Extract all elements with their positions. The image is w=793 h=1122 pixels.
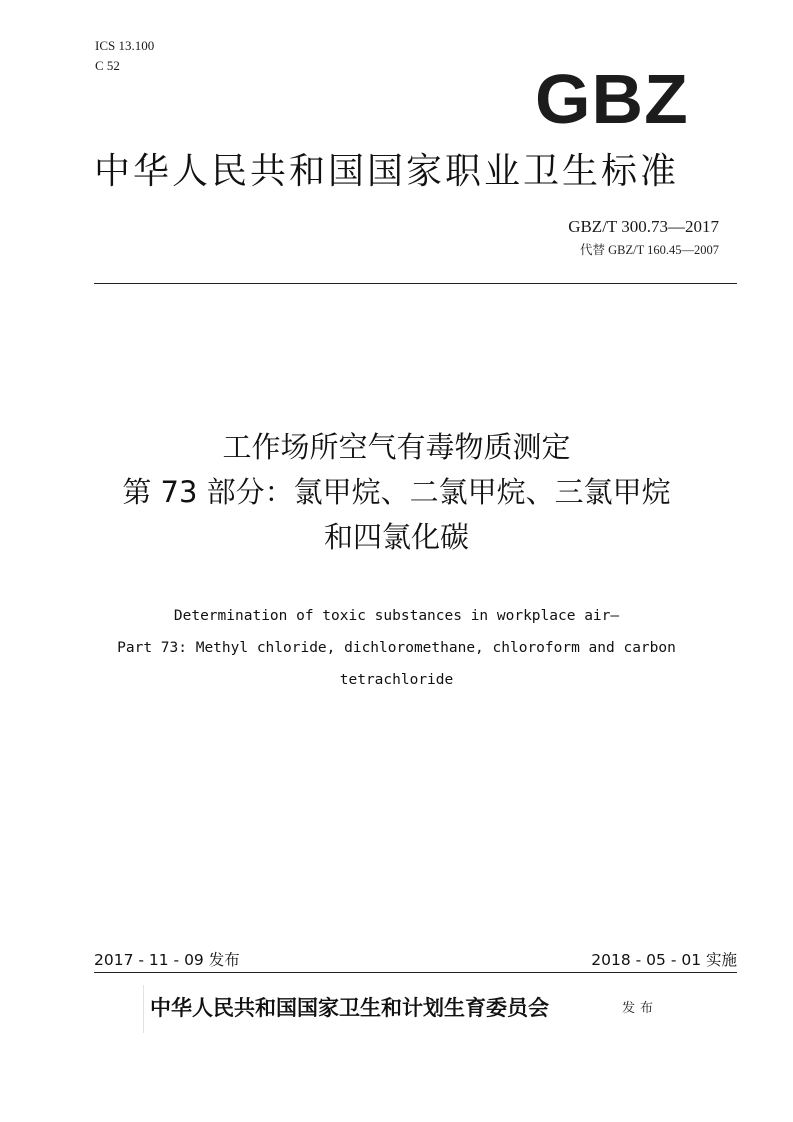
issue-date: 2017 - 11 - 09 发布 — [94, 951, 240, 969]
english-title-line-1: Determination of toxic substances in workplace air— — [173, 608, 620, 624]
authority-margin-line — [143, 985, 144, 1033]
publish-label: 发布 — [622, 1001, 659, 1016]
chinese-title-line-1: 工作场所空气有毒物质测定 — [222, 430, 571, 464]
english-title — [0, 600, 793, 696]
chinese-title-line-3: 和四氯化碳 — [323, 520, 469, 554]
english-title-line-2: Part 73: Methyl chloride, dichloromethane, chloroform and carbon — [117, 640, 676, 656]
implementation-date: 2018 - 05 - 01 实施 — [591, 951, 737, 969]
english-title-line-3: tetrachloride — [339, 672, 454, 688]
standard-category-title: 中华人民共和国国家职业卫生标准 — [94, 151, 680, 192]
issuing-authority: 中华人民共和国国家卫生和计划生育委员会 — [150, 995, 549, 1020]
ccs-code: C 52 — [95, 58, 120, 73]
ics-code: ICS 13.100 — [95, 38, 155, 53]
footer-divider — [94, 972, 737, 973]
chinese-title — [0, 425, 793, 560]
gbz-logo: GBZ — [535, 60, 689, 138]
header-divider — [94, 283, 737, 284]
replaces-standard: 代替 GBZ/T 160.45—2007 — [579, 243, 719, 257]
chinese-title-line-2: 第 73 部分：氯甲烷、二氯甲烷、三氯甲烷 — [122, 475, 671, 509]
standard-number: GBZ/T 300.73—2017 — [568, 217, 719, 236]
